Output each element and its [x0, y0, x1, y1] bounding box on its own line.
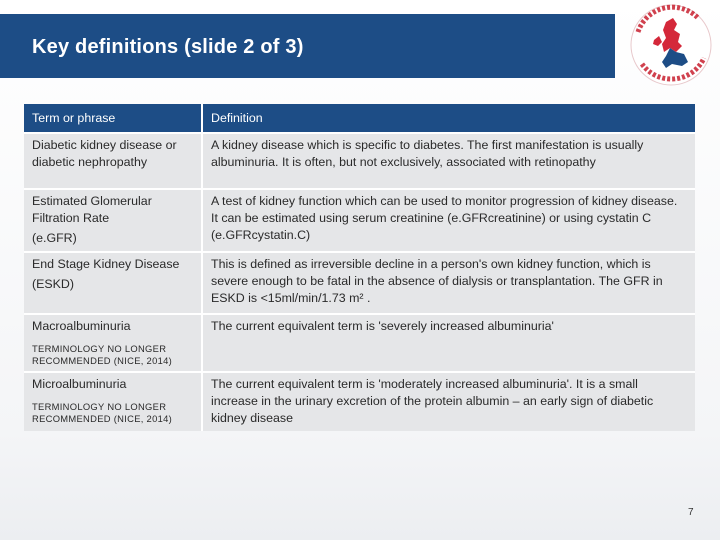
term-cell — [24, 189, 202, 252]
terminology-note: TERMINOLOGY NO LONGER RECOMMENDED (NICE, 2014) — [32, 401, 173, 424]
british-renal-society-logo — [628, 2, 714, 88]
column-header-term: Term or phrase — [24, 104, 202, 133]
term-cell — [24, 314, 202, 372]
term-cell — [24, 252, 202, 314]
term-abbreviation: (e.GFR) — [32, 231, 77, 245]
slide-title: Key definitions (slide 2 of 3) — [32, 36, 304, 58]
term-text: End Stage Kidney Disease — [32, 257, 180, 271]
table-header-row — [24, 104, 695, 133]
term-cell — [24, 133, 202, 189]
table-row — [24, 314, 695, 372]
definitions-table — [24, 104, 695, 431]
definition-cell: The current equivalent term is 'moderately increased albuminuria'. It is a small increase in the urinary excretion of the protein albumin – an early sign of diabetic kidney disease — [202, 372, 695, 431]
table-row — [24, 189, 695, 252]
definition-cell: The current equivalent term is 'severely increased albuminuria' — [202, 314, 695, 372]
definition-cell: This is defined as irreversible decline in a person's own kidney function, which is severe enough to be fatal in the absence of dialysis or transplantation. The GFR in ESKD is <15ml/min/1.73 m² . — [202, 252, 695, 314]
term-text: Diabetic kidney disease or diabetic nephropathy — [32, 138, 177, 169]
page-number: 7 — [688, 507, 694, 518]
term-text: Macroalbuminuria — [32, 319, 131, 333]
term-text: Microalbuminuria — [32, 377, 127, 391]
term-cell — [24, 372, 202, 431]
table-row — [24, 252, 695, 314]
table-row — [24, 372, 695, 431]
term-text: Estimated Glomerular Filtration Rate — [32, 194, 152, 225]
column-header-definition: Definition — [202, 104, 695, 133]
definition-cell: A test of kidney function which can be used to monitor progression of kidney disease. It can be estimated using serum creatinine (e.GFRcreatinine) or using cystatin C (e.GFRcystatin.C) — [202, 189, 695, 252]
term-abbreviation: (ESKD) — [32, 277, 74, 291]
terminology-note: TERMINOLOGY NO LONGER RECOMMENDED (NICE, 2014) — [32, 343, 173, 366]
table-row — [24, 133, 695, 189]
title-bar — [0, 14, 615, 78]
definition-cell: A kidney disease which is specific to diabetes. The first manifestation is usually albuminuria. It is often, but not exclusively, associated with retinopathy — [202, 133, 695, 189]
